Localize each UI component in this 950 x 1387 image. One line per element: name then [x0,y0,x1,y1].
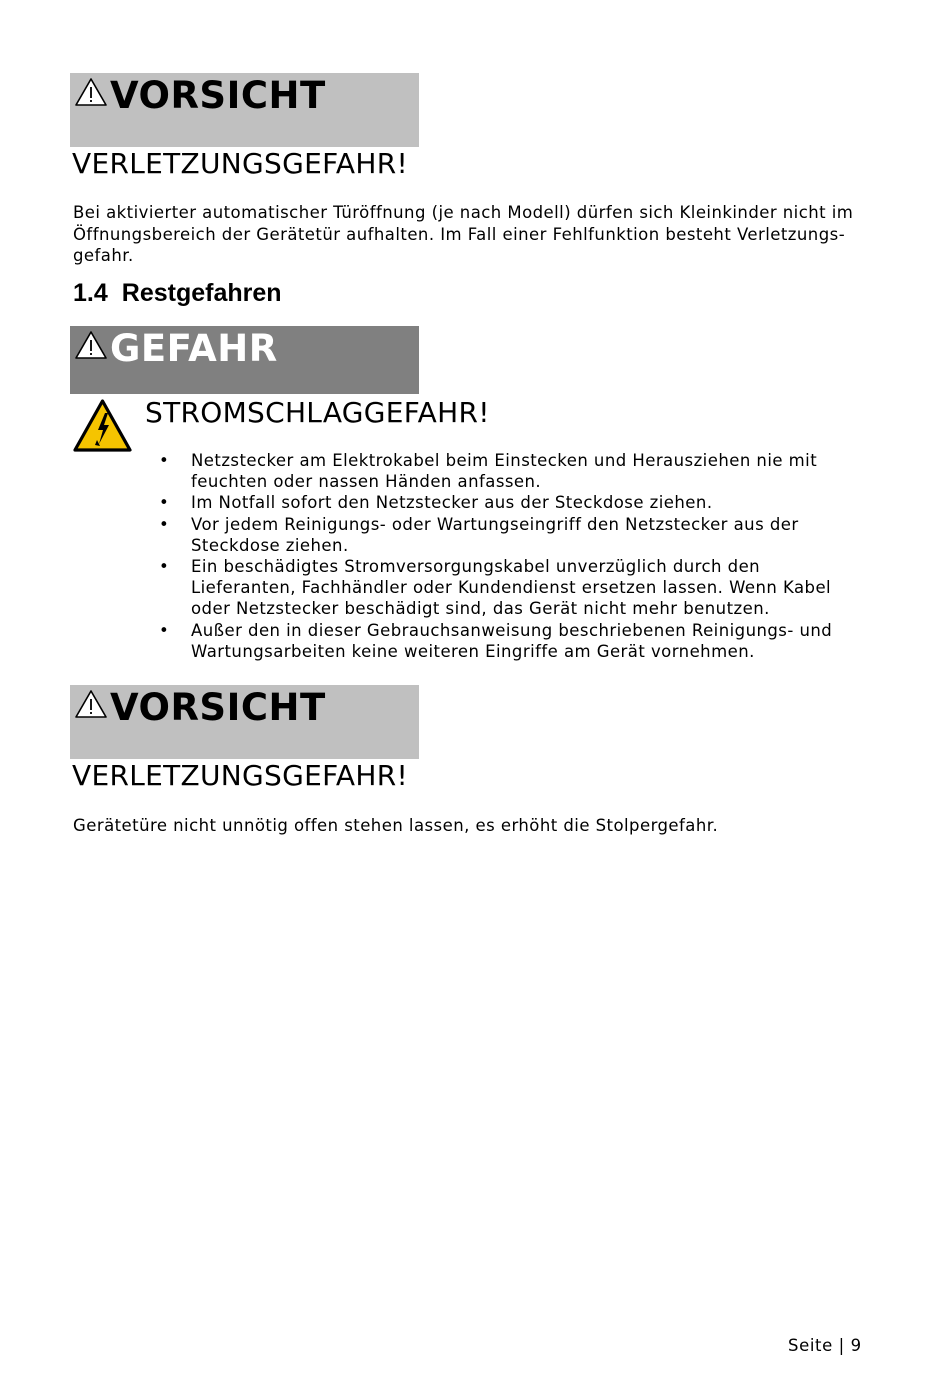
caution-banner [70,73,419,147]
warning-triangle-icon [74,330,108,360]
list-item: • Netzstecker am Elektrokabel beim Einstecken und Herausziehen nie mit feuchten oder nassen Händen anfassen. [159,451,818,492]
list-item: • Im Notfall sofort den Netzstecker aus der Steckdose ziehen. [159,493,713,513]
caution-signal-word: VORSICHT [110,686,326,729]
bullet-icon: • [159,620,170,640]
danger-signal-word: GEFAHR [110,327,278,370]
list-item: • Außer den in dieser Gebrauchsanweisung beschriebenen Reinigungs- und Wartungsarbeiten keine weiteren Eingriffe am Gerät vornehmen. [159,620,833,661]
section-heading [73,277,282,309]
injury-hazard-title: VERLETZUNGSGEFAHR! [72,147,408,180]
bullet-icon: • [159,557,170,577]
electric-hazard-title: STROMSCHLAGGEFAHR! [145,396,490,429]
bullet-icon: • [159,493,170,513]
electric-safety-list [150,450,860,662]
bullet-icon: • [159,451,170,470]
injury-hazard-text: Bei aktivierter automatischer Türöffnung (je nach Modell) dürfen sich Kleinkinder nicht im Öffnungsbereich der Gerätetür aufhalten. Im Fall einer Fehlfunktion besteht Verletzungs-gefahr. [73,203,854,265]
trip-hazard-text: Gerätetüre nicht unnötig offen stehen lassen, es erhöht die Stolpergefahr. [73,816,719,835]
electric-shock-warning-icon [73,399,132,452]
injury-hazard-title: VERLETZUNGSGEFAHR! [72,759,408,792]
caution-signal-word: VORSICHT [110,74,326,117]
bullet-icon: • [159,514,170,534]
danger-banner [70,326,419,394]
caution-banner [70,685,419,759]
warning-triangle-icon [74,689,108,719]
warning-triangle-icon [74,77,108,107]
section-title: Restgefahren [121,279,282,307]
list-item: • Ein beschädigtes Stromversorgungskabel unverzüglich durch den Lieferanten, Fachhändler oder Kundendienst ersetzen lassen. Wenn Kabel oder Netzstecker beschädigt sind, das Gerät nicht mehr benutzen. [159,557,832,619]
list-item: • Vor jedem Reinigungs- oder Wartungseingriff den Netzstecker aus der Steckdose ziehen. [159,514,799,555]
page-number: Seite | 9 [788,1336,862,1355]
section-number: 1.4 [73,279,108,307]
